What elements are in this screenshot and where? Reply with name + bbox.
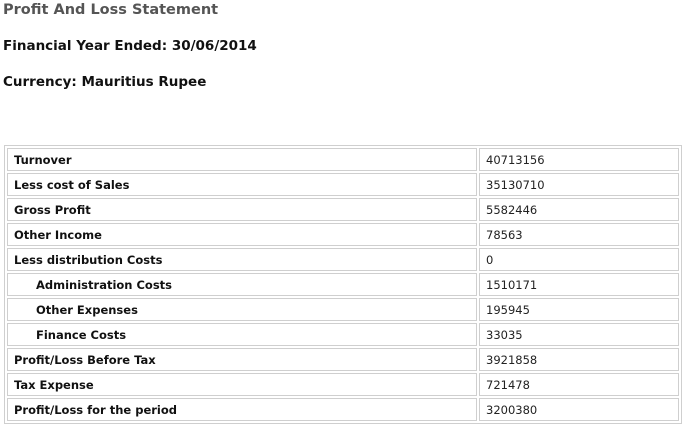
table-row: [7, 298, 679, 321]
table-row: [7, 223, 679, 246]
financial-year-heading: Financial Year Ended: 30/06/2014: [3, 38, 257, 54]
table-row: [7, 148, 679, 171]
table-row: [7, 348, 679, 371]
table-row: [7, 273, 679, 296]
table-row: [7, 248, 679, 271]
table-row: [7, 198, 679, 221]
row-label: Less cost of Sales: [7, 173, 477, 196]
row-value: 721478: [479, 373, 679, 396]
row-value: 1510171: [479, 273, 679, 296]
row-label: Gross Profit: [7, 198, 477, 221]
row-value: 78563: [479, 223, 679, 246]
profit-loss-table: [4, 145, 682, 424]
row-value: 0: [479, 248, 679, 271]
currency-heading: Currency: Mauritius Rupee: [3, 74, 207, 90]
row-label: Profit/Loss for the period: [7, 398, 477, 421]
row-label: Turnover: [7, 148, 477, 171]
row-value: 3921858: [479, 348, 679, 371]
row-value: 195945: [479, 298, 679, 321]
row-label: Administration Costs: [7, 273, 477, 296]
table-row: [7, 373, 679, 396]
row-value: 40713156: [479, 148, 679, 171]
table-row: [7, 323, 679, 346]
page-title: Profit And Loss Statement: [3, 2, 219, 18]
row-label: Finance Costs: [7, 323, 477, 346]
table-row: [7, 173, 679, 196]
row-value: 5582446: [479, 198, 679, 221]
row-label: Profit/Loss Before Tax: [7, 348, 477, 371]
row-label: Other Expenses: [7, 298, 477, 321]
row-value: 3200380: [479, 398, 679, 421]
row-value: 35130710: [479, 173, 679, 196]
row-label: Tax Expense: [7, 373, 477, 396]
table-row: [7, 398, 679, 421]
row-label: Less distribution Costs: [7, 248, 477, 271]
row-label: Other Income: [7, 223, 477, 246]
row-value: 33035: [479, 323, 679, 346]
